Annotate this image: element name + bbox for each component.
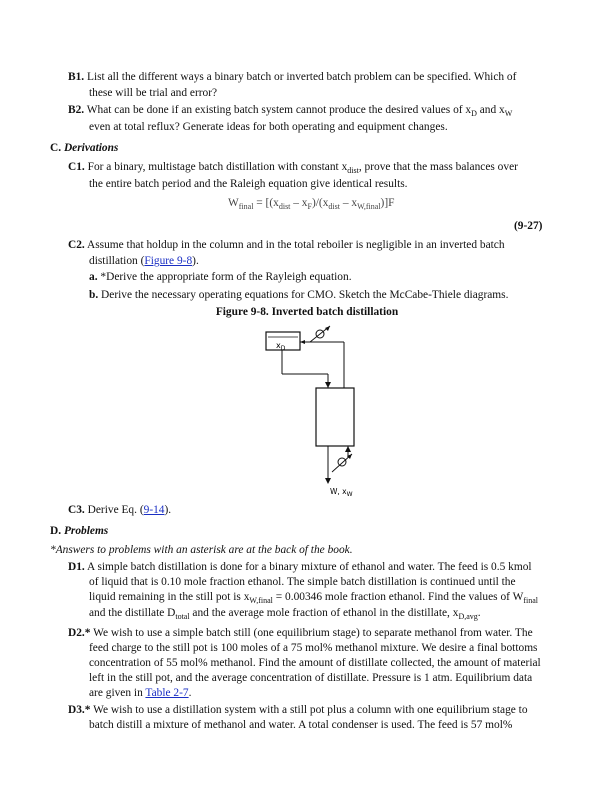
problem-text: and x <box>476 104 505 116</box>
problem-b1-cont <box>89 86 217 102</box>
eq-part: – x <box>290 197 308 209</box>
problem-text: We wish to use a distillation system with a still pot plus a column with one equilibrium stage to <box>93 704 528 716</box>
problem-text: the entire batch period and the Raleigh equation give identical results. <box>89 178 408 190</box>
eq-part: )/(x <box>311 197 329 209</box>
problem-text: What can be done if an existing batch system cannot produce the desired values of x <box>86 104 472 116</box>
problem-b2-cont <box>89 120 448 136</box>
problem-text: and the distillate D <box>89 607 176 619</box>
problem-label: B2. <box>68 104 85 116</box>
problem-c2a <box>89 270 352 286</box>
problem-text: Derive Eq. ( <box>87 504 144 516</box>
subscript: W,final <box>249 596 273 605</box>
problem-text: = 0.00346 mole fraction ethanol. Find the values of W <box>272 591 524 603</box>
problem-label: C1. <box>68 161 85 173</box>
problem-b2 <box>68 103 512 119</box>
problem-b1 <box>68 70 516 86</box>
w-xw-label: W, $x_W$ <box>330 487 353 498</box>
problem-text: A simple batch distillation is done for a binary mixture of ethanol and water. The feed is 0.5 kmol <box>87 561 532 573</box>
eq-part: )]F <box>380 197 395 209</box>
problem-d1 <box>68 560 532 576</box>
problem-c2-cont <box>89 254 199 270</box>
eq-part: W <box>228 197 239 209</box>
problem-label: D1. <box>68 561 85 573</box>
problem-text: For a binary, multistage batch distillation with constant x <box>87 161 348 173</box>
problem-c1 <box>68 160 518 176</box>
problem-d1-line2: of liquid that is 0.10 mole fraction ethanol. The simple batch distillation is continued until the <box>89 576 516 588</box>
problem-text: , prove that the mass balances over <box>358 161 518 173</box>
problem-c2 <box>68 238 505 254</box>
figure-9-8-link[interactable]: Figure 9-8 <box>144 255 193 267</box>
figure-background <box>262 324 362 504</box>
problem-text: Assume that holdup in the column and in the total reboiler is negligible in an inverted batch <box>87 239 505 251</box>
problem-d1-line3 <box>89 590 538 606</box>
subscript: F <box>307 202 312 211</box>
subscript: final <box>238 202 254 211</box>
section-label: D. <box>50 525 62 537</box>
figure-caption: Figure 9-8. Inverted batch distillation <box>215 306 399 318</box>
problem-text: distillation ( <box>89 255 145 267</box>
problem-text: List all the different ways a binary batch or inverted batch problem can be specified. Which of <box>87 71 517 83</box>
section-d-heading <box>50 524 108 540</box>
subscript: D <box>471 109 477 118</box>
section-title: Derivations <box>63 142 119 154</box>
problem-label: C3. <box>68 504 85 516</box>
problem-label: D3.* <box>68 704 91 716</box>
problem-text: *Derive the appropriate form of the Rayleigh equation. <box>100 271 352 283</box>
problem-d2-line5 <box>89 686 191 702</box>
equation-9-27 <box>228 196 394 212</box>
problem-d3 <box>68 703 528 719</box>
problem-text: We wish to use a simple batch still (one equilibrium stage) to separate methanol from water. The <box>93 627 533 639</box>
subscript: dist <box>278 202 291 211</box>
subscript: W <box>504 109 513 118</box>
problem-c3 <box>68 503 171 519</box>
problem-text: Derive the necessary operating equations for CMO. Sketch the McCabe-Thiele diagrams. <box>101 289 509 301</box>
problem-text: these will be trial and error? <box>89 87 218 99</box>
problem-d2-line4: left in the still pot, and the average concentration of distillate. Pressure is 1 atm. Equilibrium data <box>89 672 533 684</box>
problem-label: B1. <box>68 71 85 83</box>
equation-number: (9-27) <box>514 220 543 232</box>
problem-d1-line4 <box>89 606 481 622</box>
problem-d2-line2: feed charge to the still pot is 100 moles of a 75 mol% methanol mixture. We desire a final bottoms <box>89 642 538 654</box>
problem-d2 <box>68 626 533 642</box>
problem-text: and the average mole fraction of ethanol in the distillate, x <box>189 607 459 619</box>
problem-text: are given in <box>89 687 146 699</box>
eq-9-14-link[interactable]: 9-14 <box>143 504 165 516</box>
problem-d2-line3: concentration of 55 mol% methanol. Find the amount of distillate collected, the amount of material <box>89 657 541 669</box>
inverted-batch-distillation-diagram <box>262 324 362 504</box>
table-2-7-link[interactable]: Table 2-7 <box>145 687 189 699</box>
problem-c2b <box>89 288 508 304</box>
eq-part: = [(x <box>253 197 279 209</box>
section-c-heading <box>50 141 118 157</box>
section-title: Problems <box>63 525 109 537</box>
problem-text: ). <box>164 504 172 516</box>
problem-d3-line2: batch distill a mixture of methanol and water. A total condenser is used. The feed is 57 mol% <box>89 719 513 731</box>
subscript: total <box>175 612 190 621</box>
problem-text: . <box>477 607 481 619</box>
subscript: dist <box>347 166 359 175</box>
problem-label: D2.* <box>68 627 91 639</box>
subscript: final <box>523 596 539 605</box>
problem-text: . <box>188 687 192 699</box>
problem-text: liquid remaining in the still pot is x <box>89 591 250 603</box>
subscript: D,avg <box>458 612 478 621</box>
problem-c1-cont <box>89 177 408 193</box>
section-label: C. <box>50 142 62 154</box>
asterisk-note: *Answers to problems with an asterisk are at the back of the book. <box>50 544 353 556</box>
xd-label: $x_D$ <box>276 341 286 352</box>
sub-label: a. <box>89 271 98 283</box>
sub-label: b. <box>89 289 99 301</box>
subscript: dist <box>328 202 340 211</box>
problem-text: ). <box>192 255 199 267</box>
eq-part: – x <box>339 197 358 209</box>
problem-text: even at total reflux? Generate ideas for both operating and equipment changes. <box>89 121 448 133</box>
problem-label: C2. <box>68 239 85 251</box>
subscript: W,final <box>357 202 381 211</box>
